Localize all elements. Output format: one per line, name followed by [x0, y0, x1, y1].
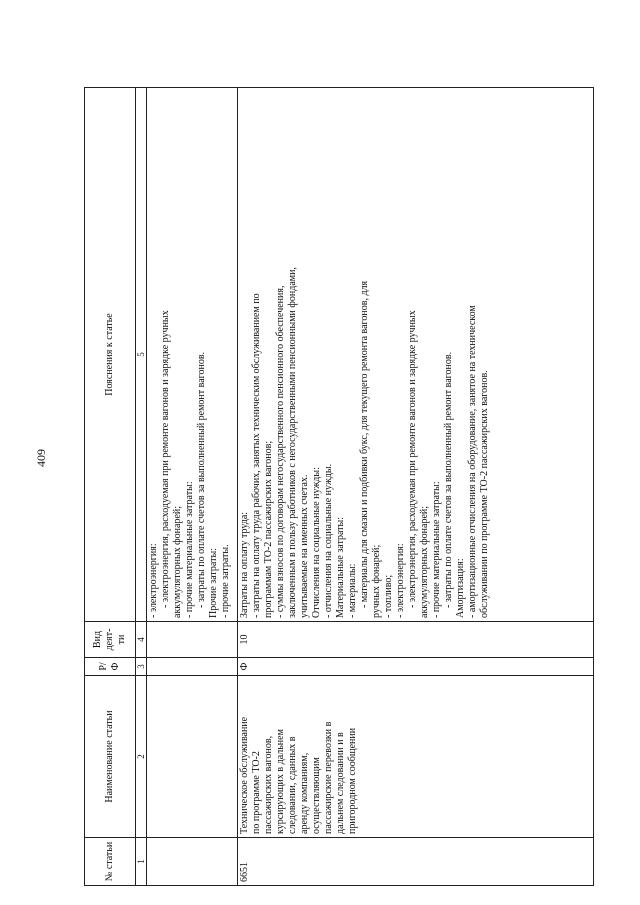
- explanation-line: аккумуляторных фонарей;: [419, 505, 430, 618]
- header-row: [85, 88, 136, 886]
- explanation-line: - материалы:: [347, 563, 358, 618]
- explanation-line: ручных фонарей;: [371, 544, 382, 618]
- article-number: 6651: [238, 838, 594, 886]
- explanation-line: Отчисления на социальные нужды:: [311, 467, 322, 618]
- header-explanation: Пояснения к статье: [85, 88, 136, 622]
- article-name-line: пассажирских вагонов,: [263, 735, 274, 834]
- continuation-number: [147, 838, 238, 886]
- explanation-line: аккумуляторных фонарей;: [172, 505, 183, 618]
- page-number: 409: [34, 449, 48, 467]
- continuation-rf: [147, 658, 238, 676]
- explanation-line: заключенным в пользу работников с негосударственными пенсионными фондами,: [287, 267, 298, 618]
- header-rf: Р/ Ф: [85, 658, 136, 676]
- explanation-line: - суммы взносов по договорам негосударственного пенсионного обеспечения,: [275, 285, 286, 618]
- header-activity: Вид деят-ти: [85, 622, 136, 658]
- article-name-line: аренду компаниям,: [299, 752, 310, 834]
- column-number: 2: [136, 676, 147, 838]
- explanation-line: Затраты на оплату труда:: [239, 511, 250, 618]
- article-name-line: по программе ТО-2: [251, 751, 262, 834]
- explanation-line: - электроэнергия:: [395, 543, 406, 618]
- article-name-line: осуществляющим: [311, 757, 322, 834]
- continuation-row: [147, 88, 238, 886]
- explanation-line: учитываемые на именных счетах.: [299, 474, 310, 618]
- explanation-line: - отчисления на социальные нужды.: [323, 463, 334, 618]
- explanation-line: - электроэнергия, расходуемая при ремонте вагонов и зарядке ручных: [160, 310, 171, 608]
- continuation-explanation: [147, 88, 238, 622]
- column-number: 5: [136, 88, 147, 622]
- column-number: 4: [136, 622, 147, 658]
- continuation-name: [147, 676, 238, 838]
- article-activity: 10: [238, 622, 594, 658]
- header-number: № статьи: [85, 838, 136, 886]
- article-name-line: следовании, сданных в: [287, 736, 298, 834]
- explanation-line: - топливо;: [383, 574, 394, 618]
- article-name-line: пассажирские перевозки в: [323, 721, 334, 834]
- explanation-line: - затраты на оплату труда рабочих, занятых техническим обслуживанием по: [251, 293, 262, 618]
- explanation-line: - прочие материальные затраты:: [184, 481, 195, 618]
- article-name: [238, 676, 594, 838]
- explanation-line: - прочие материальные затраты:: [431, 481, 442, 618]
- explanation-line: Прочие затраты:: [208, 548, 219, 618]
- article-row: [238, 88, 594, 886]
- column-number-row: [136, 88, 147, 886]
- explanation-line: - материалы для смазки и подбивки букс, для текущего ремонта вагонов, для: [359, 280, 370, 608]
- explanation-line: - электроэнергия, расходуемая при ремонте вагонов и зарядке ручных: [407, 310, 418, 608]
- explanation-line: - амортизационные отчисления на оборудование, занятое на техническом: [467, 305, 478, 618]
- header-name: Наименование статьи: [85, 676, 136, 838]
- explanation-line: - затраты по оплате счетов за выполненный ремонт вагонов.: [196, 351, 207, 608]
- articles-table: [84, 87, 594, 886]
- article-rf: Ф: [238, 658, 594, 676]
- explanation-line: программам ТО-2 пассажирских вагонов;: [263, 440, 274, 618]
- article-name-line: дальнем следовании и в: [335, 732, 346, 834]
- column-number: 3: [136, 658, 147, 676]
- explanation-line: - прочие затраты.: [220, 544, 231, 618]
- explanation-line: - затраты по оплате счетов за выполненный ремонт вагонов.: [443, 351, 454, 608]
- article-explanation: [238, 88, 594, 622]
- column-number: 1: [136, 838, 147, 886]
- explanation-line: Материальные затраты:: [335, 517, 346, 618]
- explanation-line: обслуживании по программе ТО-2 пассажирских вагонов.: [479, 370, 490, 618]
- continuation-activity: [147, 622, 238, 658]
- explanation-line: Амортизация:: [455, 558, 466, 618]
- rotated-table-container: [84, 88, 599, 886]
- article-name-line: курсирующих в дальнем: [275, 729, 286, 834]
- article-name-line: Техническое обслуживание: [239, 716, 250, 834]
- explanation-line: - электроэнергия:: [148, 543, 159, 618]
- article-name-line: пригородном сообщении: [347, 727, 358, 834]
